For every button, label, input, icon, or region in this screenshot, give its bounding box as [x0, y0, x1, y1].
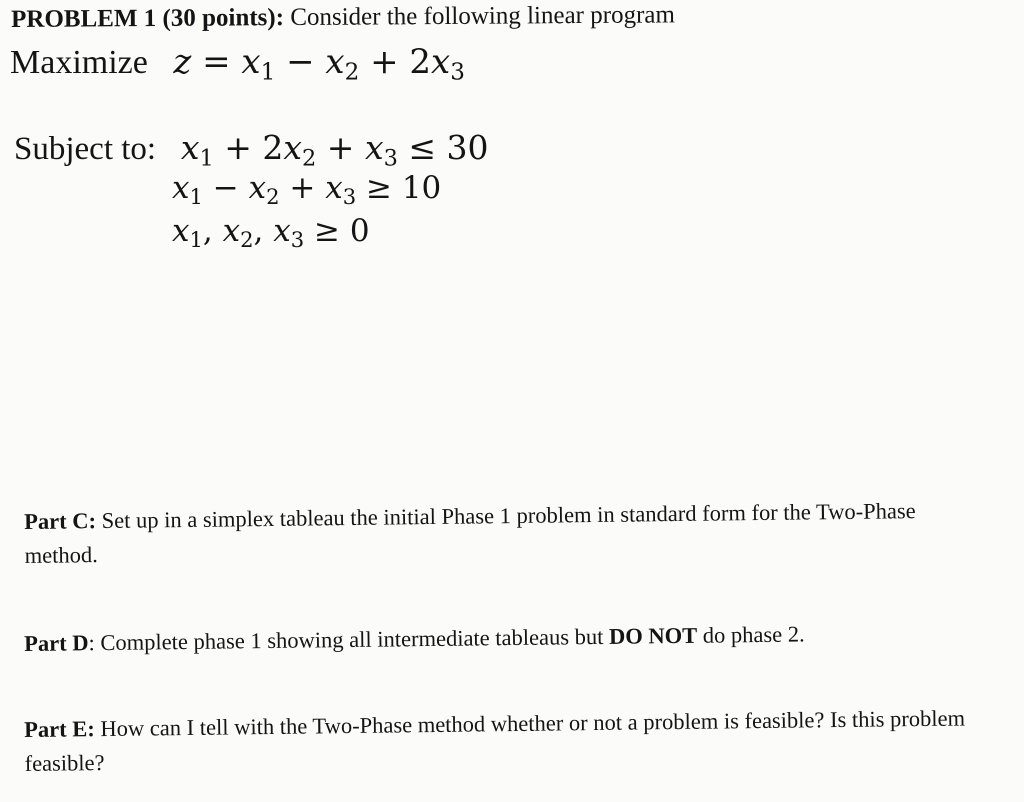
- part-e-label: Part E:: [24, 716, 95, 742]
- constraint-1: [14, 128, 489, 171]
- part-e-text: How can I tell with the Two-Phase method whether or not a problem is feasible? Is this problem feasible?: [24, 705, 966, 776]
- objective-expression: $z = x_1 - x_2 + 2x_3$: [173, 42, 465, 86]
- objective-function: [10, 42, 465, 85]
- problem-header: [11, 1, 675, 34]
- bleed-through-text: [120, 92, 126, 115]
- part-c-text: Set up in a simplex tableau the initial Phase 1 problem in standard form for the Two-Phase method.: [24, 498, 916, 568]
- part-d-text-after: do phase 2.: [697, 621, 805, 648]
- part-d-label: Part D: [24, 630, 89, 656]
- part-d-text-before: Complete phase 1 showing all intermediate tableaus but: [94, 623, 610, 656]
- constraint-2: [172, 170, 441, 209]
- part-d-colon: :: [88, 630, 95, 656]
- part-d: [24, 617, 805, 661]
- constraint-1-expression: $x_1 + 2x_2 + x_3 \le 30$: [180, 128, 489, 172]
- part-e: [24, 701, 1005, 781]
- problem-label: PROBLEM 1 (30 points):: [11, 4, 285, 33]
- constraint-3: [172, 213, 370, 252]
- part-c-label: Part C:: [24, 508, 97, 534]
- problem-intro: Consider the following linear program: [290, 1, 676, 32]
- part-c: [24, 493, 975, 573]
- constraint-3-expression: $x_1$, $x_2$, $x_3 \ge 0$: [172, 213, 370, 252]
- constraints-label: Subject to:: [14, 131, 157, 167]
- objective-label: Maximize: [10, 44, 148, 81]
- constraint-2-expression: $x_1 - x_2 + x_3 \ge 10$: [172, 170, 442, 209]
- part-d-emphasis: DO NOT: [608, 622, 698, 649]
